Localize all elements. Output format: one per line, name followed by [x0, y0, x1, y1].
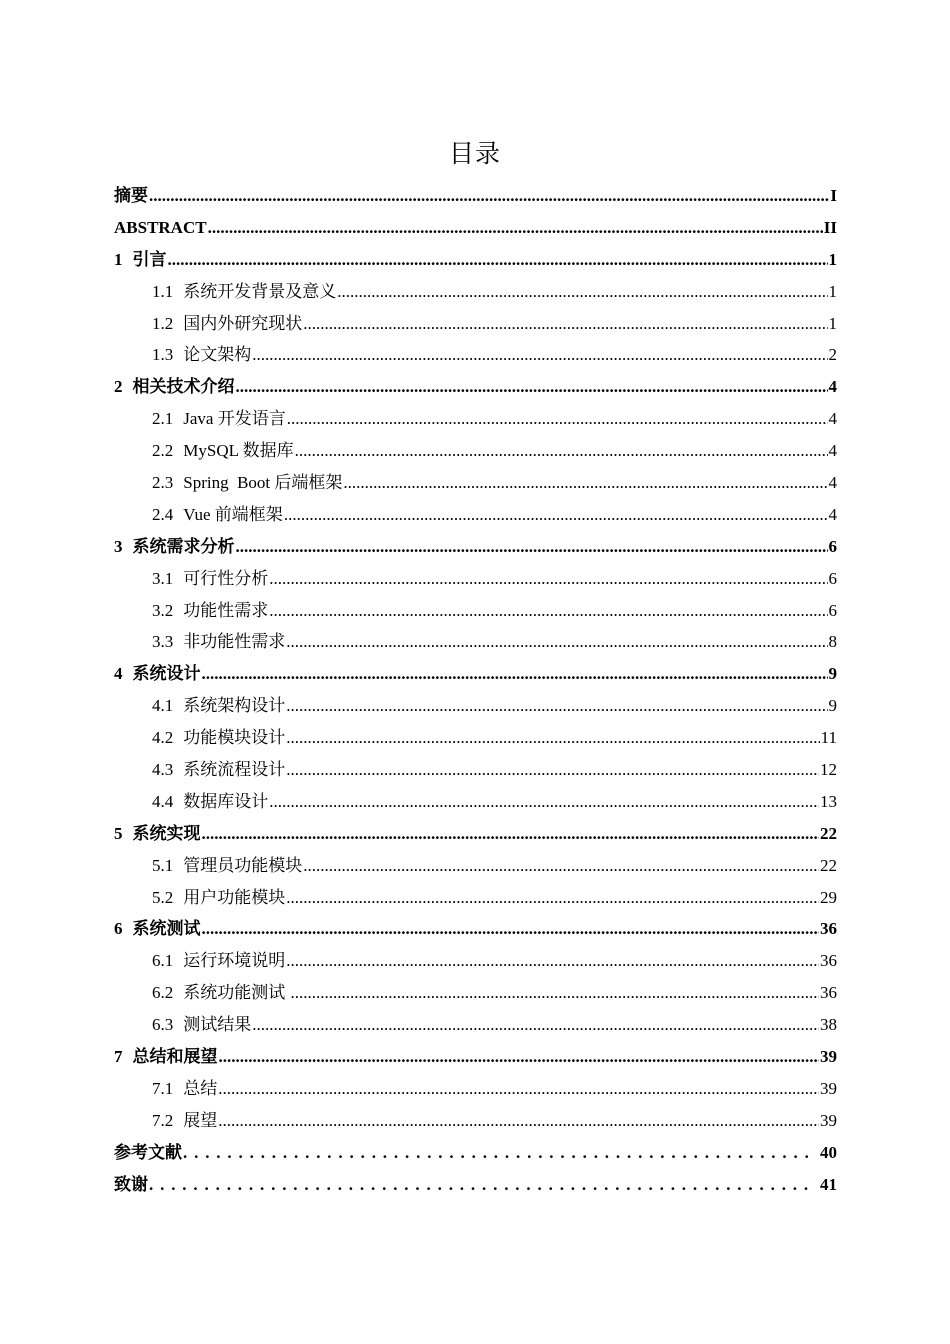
toc-entry-number: 6.1 — [152, 951, 174, 971]
toc-entry-label: 系统功能测试 — [183, 983, 290, 1003]
toc-entry-number: 6.3 — [152, 1015, 174, 1035]
toc-entry-label: 用户功能模块 — [183, 887, 286, 907]
toc-entry-page-number: 13 — [820, 791, 837, 811]
toc-entry-label: 功能性需求 — [183, 600, 269, 620]
toc-entry-page-number: 1 — [828, 281, 837, 301]
toc-entry-number: 2.1 — [152, 409, 174, 429]
toc-dot-leader — [303, 308, 827, 340]
toc-entry-label: 系统开发背景及意义 — [183, 281, 337, 301]
toc-dot-leader — [303, 850, 819, 882]
toc-entry-label: 相关技术介绍 — [132, 377, 235, 397]
toc-entry-page-number: II — [823, 217, 837, 237]
toc-dot-leader — [286, 754, 819, 786]
toc-dot-leader — [236, 531, 828, 563]
toc-dot-leader — [337, 276, 827, 308]
toc-entry-page-number: 6 — [828, 536, 837, 556]
toc-dot-leader — [284, 499, 828, 531]
toc-entry[interactable] — [114, 658, 837, 690]
toc-entry-number: 2.2 — [152, 441, 174, 461]
toc-entry-page-number: 9 — [828, 664, 837, 684]
toc-dot-leader — [252, 1009, 819, 1041]
toc-entry-page-number: 22 — [820, 855, 837, 875]
toc-entry[interactable] — [114, 818, 837, 850]
toc-entry-number: 3.2 — [152, 600, 174, 620]
toc-dot-leader — [168, 244, 828, 276]
toc-entry-label: 管理员功能模块 — [183, 855, 303, 875]
toc-entry[interactable] — [114, 276, 837, 308]
toc-entry-label: 可行性分析 — [183, 568, 269, 588]
toc-entry[interactable] — [114, 977, 837, 1009]
toc-entry-number: 6 — [114, 919, 123, 939]
toc-entry-label: 参考文献 — [114, 1142, 182, 1162]
toc-entry-number: 3 — [114, 536, 123, 556]
toc-entry-page-number: 40 — [820, 1142, 837, 1162]
toc-entry-label: 系统架构设计 — [183, 696, 286, 716]
toc-entry-number: 4.4 — [152, 791, 174, 811]
toc-entry-number: 4 — [114, 664, 123, 684]
toc-entry-label: ABSTRACT — [114, 217, 207, 237]
toc-dot-leader — [183, 1137, 813, 1169]
toc-entry-label: 引言 — [132, 249, 167, 269]
toc-entry-page-number: 38 — [820, 1015, 837, 1035]
toc-entry-page-number: 6 — [828, 568, 837, 588]
toc-dot-leader — [295, 435, 828, 467]
toc-entry-label: Spring Boot 后端框架 — [183, 473, 343, 493]
toc-entry-number: 5.1 — [152, 855, 174, 875]
toc-dot-leader — [269, 786, 819, 818]
toc-entry-label: 总结和展望 — [132, 1047, 218, 1067]
toc-entry[interactable] — [114, 212, 837, 244]
toc-dot-leader — [286, 945, 819, 977]
toc-dot-leader — [343, 467, 827, 499]
toc-entry[interactable] — [114, 499, 837, 531]
toc-dot-leader — [291, 977, 820, 1009]
toc-entry-number: 1.1 — [152, 281, 174, 301]
toc-entry-label: 测试结果 — [183, 1015, 252, 1035]
toc-entry-page-number: 36 — [820, 919, 837, 939]
toc-entry-page-number: 4 — [828, 377, 837, 397]
toc-entry-page-number: 4 — [828, 409, 837, 429]
toc-entry-label: 总结 — [183, 1078, 218, 1098]
toc-entry-number: 2.4 — [152, 504, 174, 524]
toc-entry[interactable] — [114, 180, 837, 212]
toc-entry[interactable] — [114, 339, 837, 371]
toc-dot-leader — [287, 403, 828, 435]
toc-dot-leader — [269, 595, 827, 627]
toc-entry[interactable] — [114, 308, 837, 340]
toc-entry-page-number: 11 — [820, 728, 837, 748]
toc-entry[interactable] — [114, 1137, 837, 1169]
toc-entry-page-number: 6 — [828, 600, 837, 620]
toc-entry-label: 展望 — [183, 1110, 218, 1130]
toc-dot-leader — [208, 212, 823, 244]
toc-entry-page-number: 22 — [820, 823, 837, 843]
toc-entry-number: 6.2 — [152, 983, 174, 1003]
toc-entry-number: 4.2 — [152, 728, 174, 748]
toc-entry[interactable] — [114, 1009, 837, 1041]
toc-entry-number: 1.2 — [152, 313, 174, 333]
toc-entry-number: 3.3 — [152, 632, 174, 652]
toc-entry[interactable] — [114, 435, 837, 467]
toc-entry[interactable] — [114, 467, 837, 499]
toc-entry-page-number: 4 — [828, 473, 837, 493]
toc-entry-label: 国内外研究现状 — [183, 313, 303, 333]
toc-entry-number: 4.1 — [152, 696, 174, 716]
toc-entry[interactable] — [114, 531, 837, 563]
toc-dot-leader — [202, 913, 820, 945]
toc-entry[interactable] — [114, 1169, 837, 1201]
toc-entry-number: 2.3 — [152, 473, 174, 493]
toc-dot-leader — [286, 626, 827, 658]
toc-entry-label: 系统流程设计 — [183, 760, 286, 780]
toc-entry[interactable] — [114, 403, 837, 435]
toc-title: 目录 — [448, 140, 501, 168]
toc-dot-leader — [149, 180, 829, 212]
toc-entry-page-number: 9 — [828, 696, 837, 716]
toc-entry-page-number: 4 — [828, 504, 837, 524]
toc-dot-leader — [149, 1169, 813, 1201]
toc-entry-page-number: 1 — [828, 313, 837, 333]
toc-entry[interactable] — [114, 882, 837, 914]
toc-entry-page-number: 12 — [820, 760, 837, 780]
toc-entry-label: 非功能性需求 — [183, 632, 286, 652]
toc-entry[interactable] — [114, 595, 837, 627]
toc-dot-leader — [202, 658, 828, 690]
toc-dot-leader — [286, 882, 819, 914]
toc-entry-page-number: 8 — [828, 632, 837, 652]
toc-entry-label: 功能模块设计 — [183, 728, 286, 748]
toc-entry[interactable] — [114, 945, 837, 977]
toc-entry-page-number: 4 — [828, 441, 837, 461]
toc-entry[interactable] — [114, 371, 837, 403]
toc-dot-leader — [218, 1073, 819, 1105]
toc-entry[interactable] — [114, 850, 837, 882]
toc-entry-number: 1.3 — [152, 345, 174, 365]
toc-entry[interactable] — [114, 690, 837, 722]
toc-entry-number: 7.1 — [152, 1078, 174, 1098]
toc-entry[interactable] — [114, 1041, 837, 1073]
toc-entry-number: 1 — [114, 249, 123, 269]
toc-entry[interactable] — [114, 786, 837, 818]
toc-entry[interactable] — [114, 563, 837, 595]
toc-entry-number: 5 — [114, 823, 123, 843]
toc-entry-page-number: 29 — [820, 887, 837, 907]
toc-entry-page-number: 39 — [820, 1047, 837, 1067]
toc-entry-label: MySQL 数据库 — [183, 441, 294, 461]
toc-entry-label: 系统设计 — [132, 664, 201, 684]
toc-entry-number: 5.2 — [152, 887, 174, 907]
toc-entry-label: 系统需求分析 — [132, 536, 235, 556]
toc-entry-page-number: 36 — [820, 983, 837, 1003]
toc-dot-leader — [286, 722, 819, 754]
toc-entry-label: Java 开发语言 — [183, 409, 286, 429]
toc-entry-number: 2 — [114, 377, 123, 397]
toc-list — [114, 180, 837, 1201]
toc-entry-label: 运行环境说明 — [183, 951, 286, 971]
toc-entry[interactable] — [114, 1073, 837, 1105]
toc-entry-label: 数据库设计 — [183, 791, 269, 811]
toc-dot-leader — [252, 339, 827, 371]
toc-dot-leader — [202, 818, 820, 850]
toc-dot-leader — [269, 563, 827, 595]
toc-entry-page-number: 39 — [820, 1110, 837, 1130]
toc-entry-number: 3.1 — [152, 568, 174, 588]
toc-dot-leader — [286, 690, 827, 722]
toc-entry-label: 致谢 — [114, 1174, 148, 1194]
toc-entry-label: Vue 前端框架 — [183, 504, 283, 524]
toc-entry-page-number: 2 — [828, 345, 837, 365]
toc-entry[interactable] — [114, 1105, 837, 1137]
toc-entry-page-number: I — [830, 186, 837, 205]
toc-entry-label: 论文架构 — [183, 345, 252, 365]
toc-entry-label: 系统测试 — [132, 919, 201, 939]
toc-entry[interactable] — [114, 913, 837, 945]
toc-entry[interactable] — [114, 754, 837, 786]
toc-dot-leader — [219, 1041, 820, 1073]
toc-dot-leader — [218, 1105, 819, 1137]
toc-entry-number: 7.2 — [152, 1110, 174, 1130]
toc-entry-page-number: 36 — [820, 951, 837, 971]
toc-entry-page-number: 1 — [828, 249, 837, 269]
toc-entry-number: 7 — [114, 1047, 123, 1067]
toc-entry-label: 摘要 — [114, 186, 148, 205]
toc-entry-page-number: 41 — [820, 1174, 837, 1194]
toc-entry-label: 系统实现 — [132, 823, 201, 843]
toc-entry[interactable] — [114, 722, 837, 754]
toc-entry-number: 4.3 — [152, 760, 174, 780]
toc-entry[interactable] — [114, 244, 837, 276]
toc-entry[interactable] — [114, 626, 837, 658]
toc-entry-page-number: 39 — [820, 1078, 837, 1098]
toc-dot-leader — [236, 371, 828, 403]
